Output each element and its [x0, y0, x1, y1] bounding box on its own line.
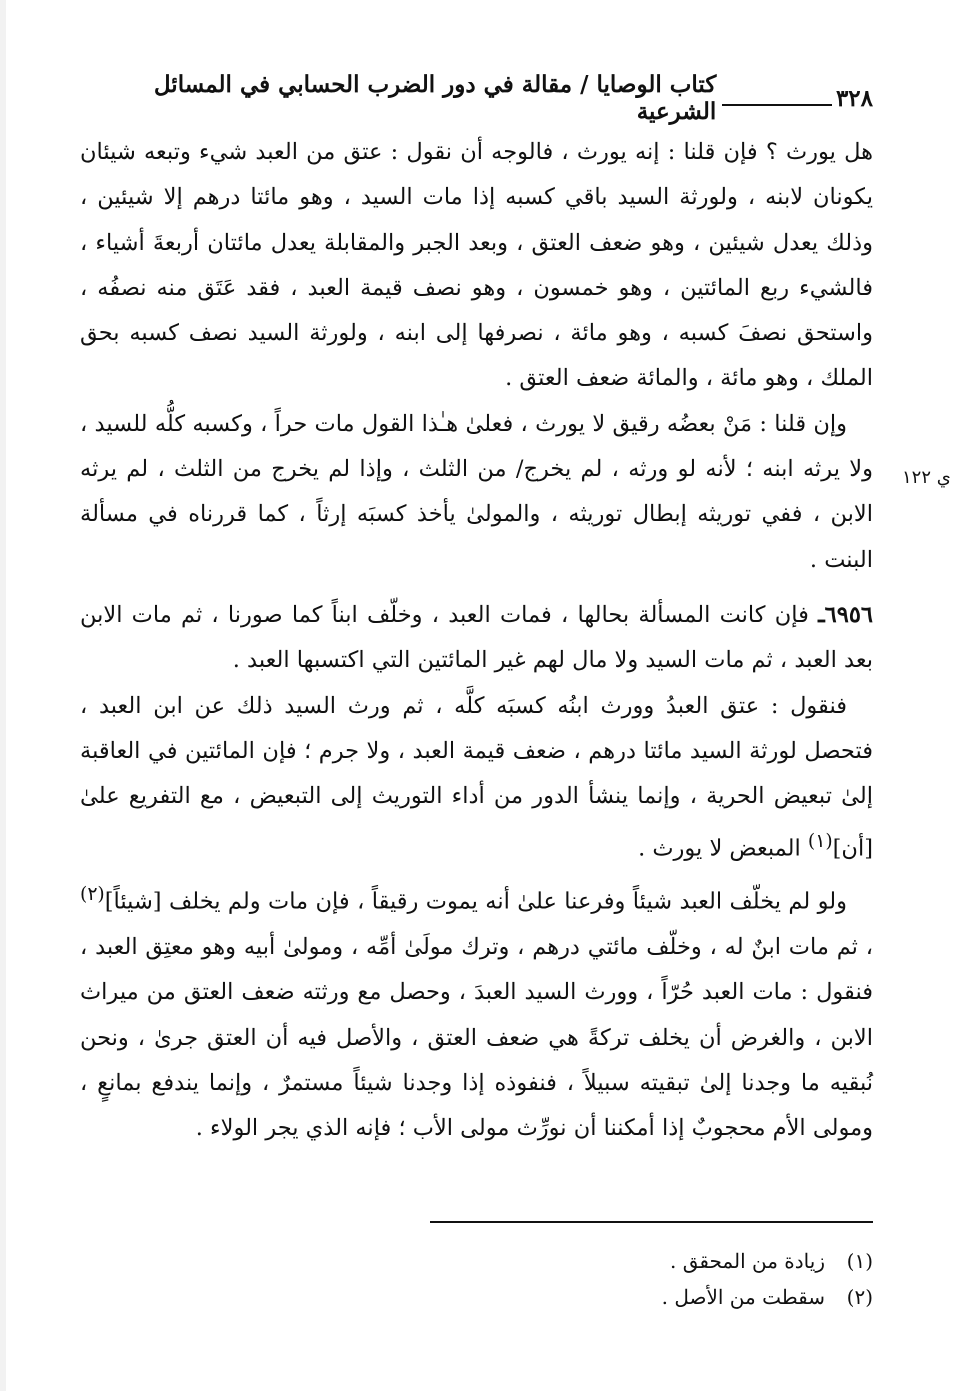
body-text	[80, 130, 873, 1152]
paragraph: وإن قلنا : مَنْ بعضُه رقيق لا يورث ، فعلىٰ هـٰذا القول مات حراً ، وكسبه كلُّه للسيد ، ولا يرثه ابنه ؛ لأنه لو ورثه ، لم يخرج/ من الثلث ، وإذا لم يخرج من الثلث ، لم يرثه الابن ، ففي توريثه إبطال توريثه ، والمولىٰ يأخذ كسبَه إرثاً ، كما قررناه في مسألة البنت .	[80, 410, 873, 573]
footnotes	[300, 1243, 873, 1315]
issue-text: فإن كانت المسألة بحالها ، فمات العبد ، وخلّف ابناً كما صورنا ، ثم مات الابن بعد العبد ، ثم مات السيد ولا مال لهم غير المائتين التي اكتسبها العبد .	[80, 601, 873, 674]
header-rule	[722, 90, 832, 106]
footnote-number: (١)	[846, 1249, 873, 1273]
paragraph-text: فنقول : عتق العبدُ وورث ابنُه كسبَه كلَّه ، ثم ورث السيد ذلك عن ابن العبد ، فتحصل لورثة السيد مائتا درهم ، ضعف قيمة العبد ، ولا جرم ؛ فإن المائتين في العاقبة إلىٰ تبعيض الحرية ، وإنما ينشأ الدور من أداء التوريث إلى التبعيض ، مع التفريع علىٰ [أن]	[80, 692, 873, 862]
footnote-text: زيادة من المحقق .	[670, 1249, 825, 1273]
issue-paragraph	[80, 593, 873, 684]
paragraph	[80, 684, 873, 873]
margin-note: ي ١٢٢	[902, 467, 951, 488]
paragraph	[80, 872, 873, 1151]
footnote	[300, 1243, 873, 1279]
paragraph: هل يورث ؟ فإن قلنا : إنه يورث ، فالوجه أن نقول : عتق من العبد شيء وتبعه شيئان يكونان لابنه ، ولورثة السيد باقي كسبه إذا مات السيد ، وهو مائتا درهم إلا شيئين ، وذلك يعدل شيئين ، وهو ضعف العتق ، وبعد الجبر والمقابلة يعدل مائتان أربعةَ أشياء ، فالشيء ربع المائتين ، وهو خمسون ، وهو نصف قيمة العبد ، فقد عَتَق منه نصفُه ، واستحق نصفَ كسبه ، وهو مائة ، نصرفها إلى ابنه ، ولورثة السيد نصف كسبه بحق الملك ، وهو مائة ، والمائة ضعف العتق .	[80, 139, 873, 392]
footnote-ref: (١)	[807, 831, 833, 853]
footnote-text: سقطت من الأصل .	[661, 1285, 825, 1309]
running-header	[80, 71, 873, 125]
running-title: كتاب الوصايا / مقالة في دور الضرب الحسابي في المسائل الشرعية	[153, 71, 717, 125]
footnote-rule	[430, 1221, 873, 1223]
paragraph-text: ولو لم يخلّف العبد شيئاً وفرعنا علىٰ أنه يموت رقيقاً ، فإن مات ولم يخلف [شيئاً]	[104, 888, 847, 915]
footnote-ref: (٢)	[80, 884, 105, 906]
page-edge-shadow	[0, 0, 6, 1391]
paragraph-text: ، ثم مات ابنٌ له ، وخلّف مائتي درهم ، وترك مولَىٰ أمِّه ، ومولىٰ أبيه وهو معتِق العبد ، فنقول : مات العبد حُرّاً ، وورث السيد العبدَ ، وحصل مع ورثته ضعف العتق من ميراث الابن ، والغرض أن يخلف تركةً هي ضعف العتق ، والأصل فيه أن العتق جرىٰ ، ونحن نُبقيه ما وجدنا إلىٰ تبقيته سبيلاً ، فنفوذه إذا وجدنا شيئاً مستمرٌ ، وإنما يندفع بمانعٍ ، ومولى الأم محجوبٌ إذا أمكننا أن نورِّث مولى الأب ؛ فإنه الذي يجر الولاء .	[80, 934, 873, 1142]
footnote-number: (٢)	[846, 1285, 873, 1309]
footnote	[300, 1279, 873, 1315]
page-number: ٣٢٨	[835, 84, 873, 112]
paragraph-text: المبعض لا يورث .	[638, 835, 808, 862]
issue-number: ٦٩٥٦ـ	[818, 601, 873, 628]
